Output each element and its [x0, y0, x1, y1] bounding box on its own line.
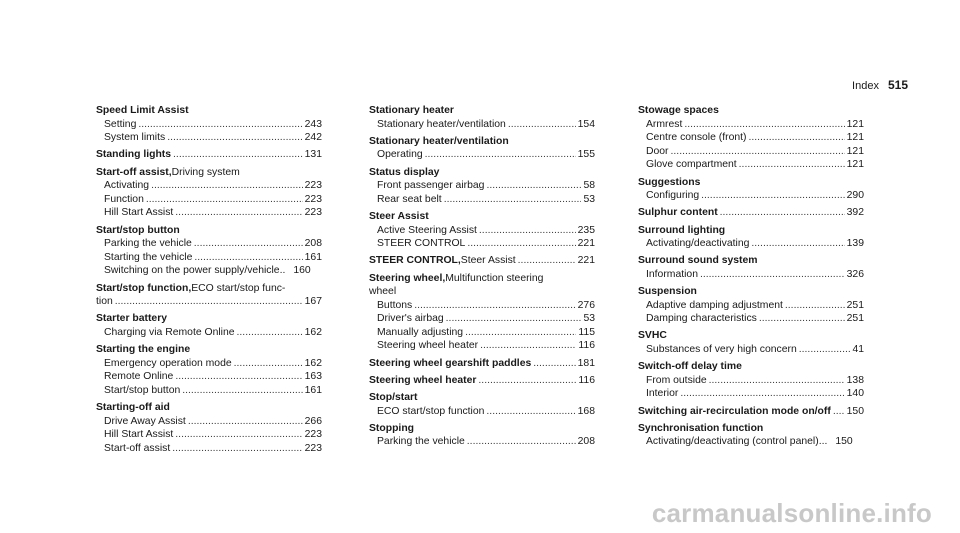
index-entry	[96, 148, 322, 162]
index-subentry[interactable]	[96, 251, 322, 265]
subentry-text: STEER CONTROL	[377, 238, 466, 250]
index-subentry[interactable]	[369, 405, 595, 419]
index-heading: Starting-off aid	[96, 402, 170, 414]
leader-dots	[486, 179, 581, 193]
index-subentry[interactable]	[638, 435, 864, 449]
index-subentry[interactable]	[638, 299, 864, 313]
page-ref[interactable]: 326	[846, 268, 864, 280]
index-entry	[369, 357, 595, 371]
leader-dots	[749, 131, 845, 145]
index-heading-continuation[interactable]	[96, 295, 322, 309]
index-heading: Steer Assist	[369, 210, 429, 222]
index-heading-line	[369, 422, 595, 436]
index-heading: Starter battery	[96, 313, 168, 325]
subentry-text: Function	[104, 193, 144, 205]
index-heading-note: Multifunction steering	[445, 272, 544, 284]
index-heading-line	[96, 104, 322, 118]
index-heading: Stowage spaces	[638, 105, 719, 116]
index-heading-line	[96, 282, 322, 296]
leader-dots	[146, 193, 303, 207]
page-ref[interactable]: 116	[578, 374, 595, 386]
page-ref[interactable]: 251	[846, 299, 864, 311]
index-heading: Surround lighting	[638, 224, 726, 236]
index-heading-line	[369, 391, 595, 405]
index-heading: Standing lights	[96, 149, 172, 161]
index-heading-line[interactable]	[369, 374, 595, 388]
index-heading: Switching air-recirculation mode on/off	[638, 405, 831, 417]
leader-dots	[175, 428, 302, 442]
index-heading: Sulphur content	[638, 207, 718, 219]
index-heading: Steering wheel gearshift paddles	[369, 357, 532, 369]
index-subentry[interactable]	[96, 131, 322, 145]
subentry-text: Activating/deactivating	[646, 238, 750, 250]
leader-dots	[518, 254, 576, 268]
index-heading-line[interactable]	[369, 254, 595, 268]
index-entry	[638, 422, 864, 449]
index-subentry[interactable]	[638, 145, 864, 159]
page-ref[interactable]: 223	[304, 207, 322, 219]
leader-dots	[425, 148, 576, 162]
index-subentry[interactable]	[96, 370, 322, 384]
page-ref[interactable]: 41	[852, 344, 864, 356]
index-heading-line	[96, 166, 322, 180]
leader-dots	[194, 251, 302, 265]
index-subentry[interactable]	[369, 339, 595, 353]
index-heading: Surround sound system	[638, 255, 758, 267]
leader-dots	[175, 370, 302, 384]
index-heading-line	[638, 176, 864, 190]
leader-dots	[414, 299, 575, 313]
index-heading-line	[369, 166, 595, 180]
page-ref[interactable]: 121	[846, 132, 864, 144]
index-entry	[638, 176, 864, 203]
leader-dots	[833, 405, 845, 419]
page-ref[interactable]: 266	[304, 415, 322, 427]
leader-dots	[175, 206, 302, 220]
index-entry	[638, 206, 864, 220]
leader-dots	[478, 374, 576, 388]
index-subentry[interactable]	[96, 384, 322, 398]
index-subentry[interactable]	[369, 118, 595, 132]
index-heading-line	[369, 272, 595, 286]
index-subentry[interactable]	[638, 189, 864, 203]
index-entry	[369, 374, 595, 388]
index-heading-line[interactable]	[638, 405, 864, 419]
index-heading: Start-off assist,	[96, 166, 172, 178]
leader-dots	[138, 118, 302, 132]
index-subentry[interactable]	[96, 357, 322, 371]
index-column-1	[96, 104, 322, 459]
header-label: Index	[852, 80, 879, 92]
index-column-2	[369, 104, 595, 453]
subentry-text: Driver's airbag	[377, 313, 444, 325]
page-ref[interactable]: 181	[577, 357, 595, 369]
index-entry	[96, 312, 322, 339]
leader-dots	[720, 206, 845, 220]
page-ref[interactable]: 131	[304, 149, 322, 161]
page-ref[interactable]: 168	[577, 405, 595, 417]
subentry-text: Starting the vehicle	[104, 251, 193, 263]
leader-dots	[467, 435, 576, 449]
page-ref[interactable]: 276	[577, 299, 595, 311]
index-entry	[369, 272, 595, 354]
index-subentry[interactable]	[96, 118, 322, 132]
index-heading-line[interactable]	[369, 357, 595, 371]
index-entry	[96, 224, 322, 278]
index-heading-line	[96, 224, 322, 238]
leader-dots	[237, 326, 303, 340]
continuation-text: tion	[96, 296, 113, 308]
watermark: carmanualsonline.info	[651, 498, 932, 528]
index-subentry[interactable]	[638, 343, 864, 357]
subentry-text: Armrest	[646, 118, 683, 130]
index-subentry[interactable]	[369, 312, 595, 326]
subentry-text: Front passenger airbag	[377, 180, 485, 192]
leader-dots	[508, 118, 576, 132]
index-subentry[interactable]	[96, 442, 322, 456]
index-subentry[interactable]	[369, 435, 595, 449]
index-entry	[369, 135, 595, 162]
subentry-text: Damping characteristics	[646, 313, 757, 325]
subentry-text: Hill Start Assist	[104, 429, 174, 441]
subentry-text: Rear seat belt	[377, 193, 442, 205]
index-heading: Stopping	[369, 422, 415, 434]
index-heading-line	[638, 422, 864, 436]
page-ref[interactable]: 53	[583, 313, 595, 325]
leader-dots	[533, 357, 575, 371]
index-subentry[interactable]	[638, 118, 864, 132]
page-ref[interactable]: 167	[304, 296, 322, 308]
subentry-text: System limits	[104, 132, 166, 144]
index-subentry[interactable]	[638, 131, 864, 145]
page-ref[interactable]: 290	[846, 190, 864, 202]
leader-dots	[751, 237, 844, 251]
page-ref[interactable]: 160	[293, 265, 311, 277]
subentry-text: Start-off assist	[104, 442, 171, 454]
index-heading-line[interactable]	[638, 206, 864, 220]
page-ref[interactable]: 53	[583, 193, 595, 205]
leader-dots	[785, 299, 845, 313]
index-entry	[638, 360, 864, 401]
index-heading: Stationary heater/ventilation	[369, 135, 509, 147]
subentry-text: Substances of very high concern	[646, 344, 797, 356]
subentry-text: ECO start/stop function	[377, 405, 485, 417]
page-ref[interactable]: 121	[846, 118, 864, 130]
leader-dots	[234, 357, 303, 371]
subentry-text: Activating	[104, 180, 150, 192]
leader-dots	[486, 405, 575, 419]
leader-dots	[759, 312, 845, 326]
index-entry	[369, 422, 595, 449]
index-heading: Suggestions	[638, 176, 701, 188]
index-subentry[interactable]	[369, 193, 595, 207]
index-heading-line	[96, 343, 322, 357]
index-subentry[interactable]	[369, 299, 595, 313]
index-heading: Start/stop button	[96, 224, 180, 236]
index-heading-continuation	[369, 285, 595, 299]
subentry-text: Parking the vehicle	[377, 436, 465, 448]
subentry-text: Setting	[104, 118, 137, 130]
subentry-text: Stationary heater/ventilation	[377, 118, 506, 130]
leader-dots	[700, 268, 845, 282]
index-subentry[interactable]	[638, 268, 864, 282]
subentry-text: Glove compartment	[646, 159, 737, 171]
index-heading-note: Driving system	[171, 166, 240, 178]
index-subentry[interactable]	[638, 374, 864, 388]
index-entry	[369, 254, 595, 268]
index-subentry[interactable]	[369, 326, 595, 340]
index-entry	[96, 104, 322, 145]
page-ref[interactable]: 235	[577, 224, 595, 236]
index-heading: Starting the engine	[96, 344, 191, 356]
leader-dots	[467, 237, 575, 251]
index-heading: Start/stop function,	[96, 282, 192, 294]
index-heading: Speed Limit Assist	[96, 105, 189, 116]
leader-dots	[465, 326, 576, 340]
leader-dots	[115, 295, 303, 309]
index-heading-line	[96, 401, 322, 415]
subentry-text: Switching on the power supply/vehicle..	[104, 265, 286, 277]
index-heading-line	[638, 329, 864, 343]
page-ref[interactable]: 140	[846, 388, 864, 400]
index-heading: Steering wheel,	[369, 272, 446, 284]
page-ref[interactable]: 58	[583, 180, 595, 192]
subentry-text: Hill Start Assist	[104, 207, 174, 219]
index-subentry[interactable]	[369, 179, 595, 193]
leader-dots	[444, 193, 582, 207]
index-entry	[96, 343, 322, 397]
subentry-text: Interior	[646, 388, 679, 400]
page-ref[interactable]: 154	[577, 118, 595, 130]
index-subentry[interactable]	[638, 158, 864, 172]
subentry-text: Remote Online	[104, 371, 174, 383]
page-ref[interactable]: 138	[846, 374, 864, 386]
subentry-text: From outside	[646, 374, 707, 386]
index-heading: Steering wheel heater	[369, 374, 477, 386]
subentry-text: Adaptive damping adjustment	[646, 299, 783, 311]
index-subentry[interactable]	[369, 148, 595, 162]
index-heading-line	[638, 285, 864, 299]
leader-dots	[680, 387, 844, 401]
index-column-3	[638, 104, 864, 453]
subentry-text: Manually adjusting	[377, 326, 464, 338]
page-ref[interactable]: 162	[304, 357, 322, 369]
leader-dots	[739, 158, 845, 172]
index-heading: Suspension	[638, 286, 697, 298]
index-heading-line	[638, 104, 864, 118]
index-heading: SVHC	[638, 330, 667, 342]
page-ref[interactable]: 223	[304, 429, 322, 441]
page-ref[interactable]: 116	[578, 340, 595, 352]
page-number: 515	[887, 78, 908, 92]
index-heading-line	[638, 360, 864, 374]
page-ref[interactable]: 163	[304, 371, 322, 383]
page-header	[852, 78, 908, 92]
index-entry	[96, 401, 322, 455]
index-heading: Stationary heater	[369, 105, 454, 116]
subentry-text: Information	[646, 268, 698, 280]
leader-dots	[151, 179, 303, 193]
index-heading-line	[369, 104, 595, 118]
leader-dots	[194, 237, 303, 251]
page-ref[interactable]: 121	[846, 159, 864, 171]
index-subentry[interactable]	[96, 193, 322, 207]
page-ref[interactable]: 139	[846, 238, 864, 250]
leader-dots	[479, 224, 576, 238]
page-ref[interactable]: 121	[846, 145, 864, 157]
subentry-text: Steering wheel heater	[377, 340, 479, 352]
page-ref[interactable]: 221	[577, 238, 595, 250]
index-entry	[638, 224, 864, 251]
leader-dots	[167, 131, 302, 145]
subentry-text: Parking the vehicle	[104, 238, 192, 250]
index-heading-line	[638, 224, 864, 238]
leader-dots	[182, 384, 302, 398]
index-heading-line	[369, 135, 595, 149]
index-heading-line	[638, 254, 864, 268]
page-ref[interactable]: 208	[577, 436, 595, 448]
leader-dots	[188, 415, 303, 429]
subentry-text: Start/stop button	[104, 384, 181, 396]
leader-dots	[684, 118, 844, 132]
subentry-text: Operating	[377, 149, 423, 161]
index-entry	[369, 166, 595, 207]
index-subentry[interactable]	[96, 264, 322, 278]
index-subentry[interactable]	[638, 312, 864, 326]
leader-dots	[709, 374, 845, 388]
index-heading: Switch-off delay time	[638, 361, 742, 373]
page-ref[interactable]: 115	[578, 326, 595, 338]
index-subentry[interactable]	[96, 415, 322, 429]
index-heading-note: ECO start/stop func-	[191, 282, 286, 294]
page-ref[interactable]: 208	[304, 238, 322, 250]
subentry-text: Active Steering Assist	[377, 224, 477, 236]
page-ref[interactable]: 150	[835, 436, 853, 448]
index-heading: STEER CONTROL,	[369, 255, 461, 267]
index-subentry[interactable]	[638, 387, 864, 401]
index-heading-line	[369, 210, 595, 224]
index-subentry[interactable]	[96, 237, 322, 251]
subentry-text: Buttons	[377, 299, 413, 311]
index-entry	[638, 285, 864, 326]
index-subentry[interactable]	[369, 224, 595, 238]
page-ref[interactable]: 221	[577, 255, 595, 267]
page-ref[interactable]: 223	[304, 193, 322, 205]
subentry-text: Configuring	[646, 190, 700, 202]
subentry-text: Drive Away Assist	[104, 415, 186, 427]
page-ref[interactable]: 161	[304, 251, 322, 263]
index-heading-line[interactable]	[96, 148, 322, 162]
leader-dots	[671, 145, 845, 159]
leader-dots	[446, 312, 582, 326]
page-ref[interactable]: 392	[846, 207, 864, 219]
index-heading: Status display	[369, 166, 440, 178]
page-ref[interactable]: 242	[304, 132, 322, 144]
index-entry	[96, 282, 322, 309]
leader-dots	[799, 343, 851, 357]
index-subentry[interactable]	[369, 237, 595, 251]
page-ref[interactable]: 243	[304, 118, 322, 130]
index-subentry[interactable]	[96, 326, 322, 340]
subentry-text: Centre console (front)	[646, 132, 747, 144]
leader-dots	[701, 189, 845, 203]
index-entry	[369, 210, 595, 251]
index-heading: Synchronisation function	[638, 422, 764, 434]
subentry-text: Charging via Remote Online	[104, 326, 235, 338]
page-ref[interactable]: 161	[304, 384, 322, 396]
index-entry	[638, 329, 864, 356]
page-ref[interactable]: 162	[304, 326, 322, 338]
index-heading: Stop/start	[369, 392, 418, 404]
page-ref[interactable]: 223	[304, 180, 322, 192]
leader-dots	[173, 148, 303, 162]
index-subentry[interactable]	[638, 237, 864, 251]
index-entry	[638, 405, 864, 419]
index-subentry[interactable]	[96, 428, 322, 442]
subentry-text: Emergency operation mode	[104, 357, 232, 369]
leader-dots	[172, 442, 302, 456]
index-subentry[interactable]	[96, 179, 322, 193]
page-ref[interactable]: 223	[304, 442, 322, 454]
subentry-text: Activating/deactivating (control panel)...	[646, 436, 828, 448]
subentry-text: Door	[646, 145, 669, 157]
index-heading-note: Steer Assist	[460, 255, 516, 267]
index-subentry[interactable]	[96, 206, 322, 220]
index-entry	[96, 166, 322, 220]
index-entry	[369, 391, 595, 418]
index-entry	[638, 104, 864, 172]
continuation-text: wheel	[369, 286, 397, 298]
page-ref[interactable]: 150	[846, 405, 864, 417]
index-heading-line	[96, 312, 322, 326]
page-ref[interactable]: 155	[577, 149, 595, 161]
leader-dots	[480, 339, 576, 353]
index-entry	[638, 254, 864, 281]
page-ref[interactable]: 251	[846, 313, 864, 325]
index-entry	[369, 104, 595, 131]
